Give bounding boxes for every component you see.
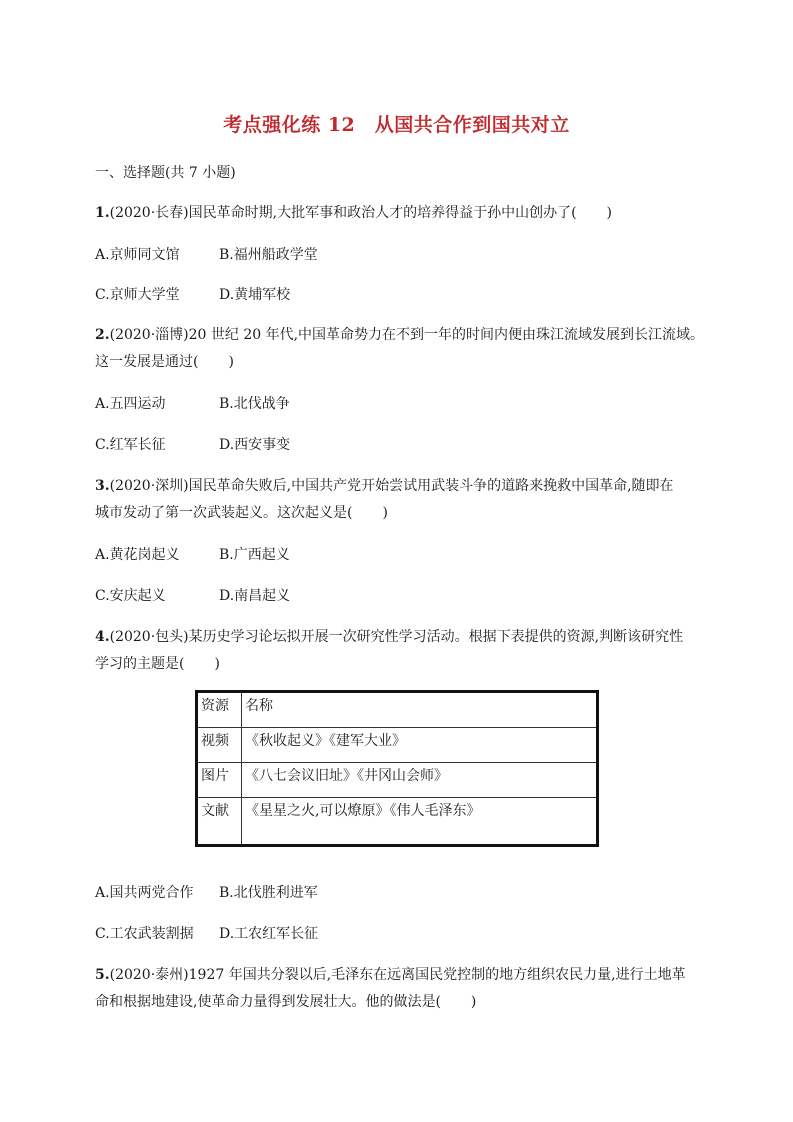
option-c: C.安庆起义 (95, 588, 166, 604)
table-cell: 《星星之火,可以燎原》《伟人毛泽东》 (242, 798, 598, 846)
option-a: A.国共两党合作 (95, 885, 194, 901)
table-cell: 视频 (197, 728, 242, 763)
table-cell: 《秋收起义》《建军大业》 (242, 728, 598, 763)
question-text: (2020·泰州)1927 年国共分裂以后,毛泽东在远离国民党控制的地方组织农民力量,进行土地革 (109, 967, 686, 983)
options-row (95, 394, 290, 414)
question-text: (2020·长春)国民革命时期,大批军事和政治人才的培养得益于孙中山创办了( (109, 205, 577, 221)
table-header-row (197, 692, 598, 728)
question-text: 这一发展是通过( (95, 354, 199, 370)
table-row (197, 728, 598, 763)
question-text: 命和根据地建设,使革命力量得到发展壮大。他的做法是( (95, 994, 441, 1010)
question-text: (2020·包头)某历史学习论坛拟开展一次研究性学习活动。根据下表提供的资源,判断该研究性 (109, 629, 684, 645)
option-d: D.黄埔军校 (219, 287, 291, 303)
page-title: 考点强化练 12 从国共合作到国共对立 (223, 114, 570, 136)
option-a: A.五四运动 (95, 396, 166, 412)
question-text: (2020·深圳)国民革命失败后,中国共产党开始尝试用武装斗争的道路来挽救中国革命,随即在 (109, 478, 674, 494)
resource-table (195, 690, 599, 847)
option-c: C.红军长征 (95, 437, 166, 453)
question-5 (95, 965, 686, 985)
question-4-cont (95, 654, 220, 674)
table-cell: 文献 (197, 798, 242, 846)
question-number: 2. (95, 327, 110, 343)
question-1 (95, 203, 612, 223)
question-number: 1. (95, 205, 110, 221)
option-b: B.福州船政学堂 (219, 247, 318, 263)
option-a: A.京师同文馆 (95, 247, 180, 263)
answer-paren-close: ) (228, 354, 234, 370)
question-text: (2020·淄博)20 世纪 20 年代,中国革命势力在不到一年的时间内便由珠江流域发展到长江流域。 (109, 327, 705, 343)
question-3 (95, 476, 674, 496)
section-heading: 一、选择题(共 7 小题) (95, 165, 236, 181)
question-number: 3. (95, 478, 110, 494)
options-row (95, 545, 290, 565)
question-2 (95, 325, 704, 345)
table-header-cell: 资源 (197, 692, 242, 728)
question-5-cont (95, 992, 476, 1012)
question-number: 5. (95, 967, 110, 983)
question-number: 4. (95, 629, 110, 645)
question-text: 城市发动了第一次武装起义。这次起义是( (95, 505, 353, 521)
option-b: B.北伐战争 (219, 396, 290, 412)
option-a: A.黄花岗起义 (95, 547, 180, 563)
question-3-cont (95, 503, 388, 523)
answer-paren-close: ) (470, 994, 477, 1010)
table-row (197, 763, 598, 798)
table-header-cell: 名称 (242, 692, 598, 728)
options-row (95, 435, 290, 455)
option-b: B.广西起义 (219, 547, 290, 563)
table-row (197, 798, 598, 846)
options-row (95, 285, 290, 305)
options-row (95, 586, 290, 606)
option-d: D.南昌起义 (219, 588, 291, 604)
option-c: C.工农武装割据 (95, 926, 194, 942)
option-b: B.北伐胜利进军 (219, 885, 318, 901)
answer-paren-close: ) (214, 656, 220, 672)
answer-paren-close: ) (606, 205, 613, 221)
options-row (95, 883, 318, 903)
question-text: 学习的主题是( (95, 656, 185, 672)
option-d: D.工农红军长征 (219, 926, 319, 942)
table-cell: 图片 (197, 763, 242, 798)
question-4 (95, 627, 683, 647)
option-d: D.西安事变 (219, 437, 291, 453)
options-row (95, 924, 318, 944)
options-row (95, 245, 318, 265)
option-c: C.京师大学堂 (95, 287, 180, 303)
question-2-cont (95, 352, 234, 372)
table-cell: 《八七会议旧址》《井冈山会师》 (242, 763, 598, 798)
answer-paren-close: ) (382, 505, 388, 521)
